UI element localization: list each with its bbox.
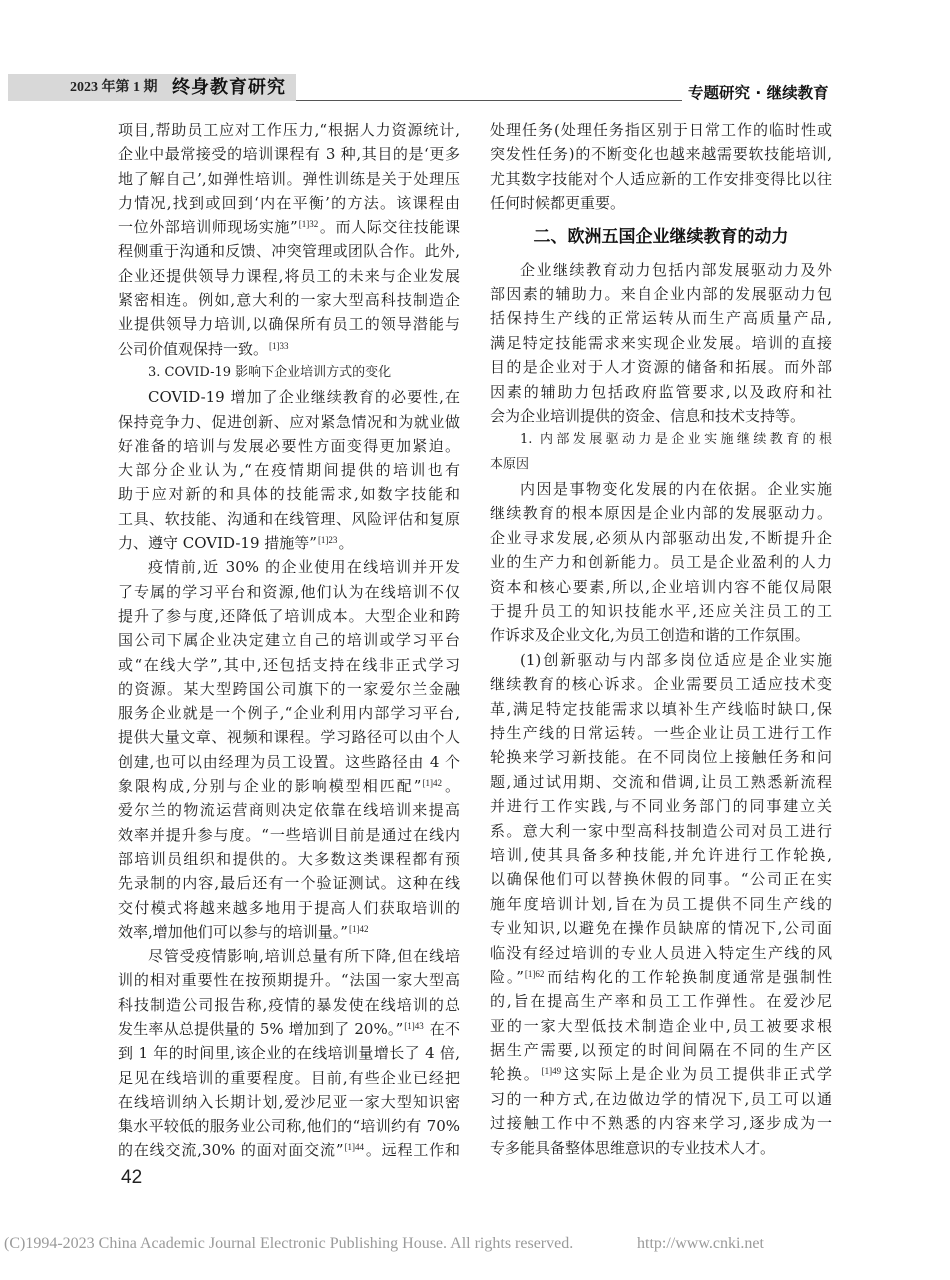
text-line xyxy=(490,989,832,1013)
text-run: 部因素的辅助力。来自企业内部的发展驱动力包 xyxy=(490,284,832,303)
citation-superscript: [1]32 xyxy=(298,219,319,230)
text-run: 尽管受疫情影响,培训总量有所下降,但在线培 xyxy=(148,947,460,966)
text-line xyxy=(118,968,460,992)
text-line xyxy=(118,1114,460,1138)
left-text-column xyxy=(118,118,460,1163)
text-line xyxy=(490,501,832,525)
text-run: 科技制造公司报告称,疫情的暴发使在线培训的总 xyxy=(118,995,460,1014)
text-line xyxy=(490,843,832,867)
text-run: 了专属的学习平台和资源,他们认为在线培训不仅 xyxy=(118,582,460,601)
text-line xyxy=(118,482,460,506)
text-line xyxy=(490,477,832,501)
text-run: 习的一种方式,在边做边学的情况下,员工可以通 xyxy=(490,1089,832,1108)
text-run: 的资源。某大型跨国公司旗下的一家爱尔兰金融 xyxy=(118,679,460,698)
text-run: 临没有经过培训的专业人员进入特定生产线的风 xyxy=(490,943,832,962)
text-line xyxy=(118,264,460,288)
section-label: 专题研究 · 继续教育 xyxy=(688,84,829,102)
text-run: 于提升员工的知识技能水平,还应关注员工的工 xyxy=(490,602,832,621)
text-run: 企业继续教育动力包括内部发展驱动力及外 xyxy=(520,260,832,279)
text-line xyxy=(118,628,460,652)
text-run: 培训,使其具备多种技能,并允许进行工作轮换, xyxy=(490,845,832,864)
text-line xyxy=(490,550,832,574)
text-run: 部培训员组织和提供的。大多数这类课程都有预 xyxy=(118,849,460,868)
right-text-column xyxy=(490,118,832,1160)
text-run: (1)创新驱动与内部多岗位适应是企业实施 xyxy=(520,650,832,669)
text-run: 效率,增加他们可以参与的培训量。” xyxy=(118,922,348,941)
text-line xyxy=(118,507,460,531)
text-line xyxy=(490,526,832,550)
journal-title-logo: 终身教育研究 xyxy=(172,77,286,98)
text-run: 满足特定技能需求来实现企业发展。培训的直接 xyxy=(490,333,832,352)
text-run: 过接触工作中不熟悉的内容来学习,逐步成为一 xyxy=(490,1114,832,1133)
text-run: 先录制的内容,最后还有一个验证测试。这种在线 xyxy=(118,874,460,893)
text-line xyxy=(490,819,832,843)
text-line xyxy=(118,1138,460,1162)
text-run: 3. COVID-19 影响下企业培训方式的变化 xyxy=(148,364,392,380)
text-line xyxy=(118,118,460,142)
citation-superscript: [1]44 xyxy=(344,1142,365,1153)
text-line xyxy=(490,404,832,428)
text-run: 亚的一家大型低技术制造企业中,员工被要求根 xyxy=(490,1016,832,1035)
text-line xyxy=(118,725,460,749)
text-line xyxy=(118,142,460,166)
text-run: 险。” xyxy=(490,967,524,986)
text-run: 专业知识,以避免在操作员缺席的情况下,公司面 xyxy=(490,919,832,938)
citation-superscript: [1]23 xyxy=(317,535,338,546)
text-line xyxy=(490,965,832,989)
footer-copyright: (C)1994-2023 China Academic Journal Electronic Publishing House. All rights reserved. xyxy=(4,1235,574,1252)
subsection-heading-line xyxy=(490,428,832,452)
text-run: 这实际上是企业为员工提供非正式学 xyxy=(562,1065,832,1084)
text-run: 。远程工作和 xyxy=(365,1141,460,1160)
text-line xyxy=(118,434,460,458)
text-line xyxy=(490,648,832,672)
text-line xyxy=(118,191,460,215)
footer-url: http://www.cnki.net xyxy=(637,1235,764,1252)
text-line xyxy=(490,282,832,306)
text-line xyxy=(490,623,832,647)
text-line xyxy=(490,892,832,916)
text-line xyxy=(490,1014,832,1038)
text-run: 业的生产力和创新能力。员工是企业盈利的人力 xyxy=(490,553,832,572)
text-line xyxy=(118,993,460,1017)
text-line xyxy=(118,458,460,482)
text-run: 程侧重于沟通和反馈、冲突管理或团队合作。此外, xyxy=(118,242,460,261)
text-run: 题,通过试用期、交流和借调,让员工熟悉新流程 xyxy=(490,772,832,791)
text-line xyxy=(118,920,460,944)
text-line xyxy=(490,1062,832,1086)
text-run: 企业寻求发展,必须从内部驱动出发,不断提升企 xyxy=(490,528,832,547)
text-line xyxy=(490,191,832,215)
text-line xyxy=(118,677,460,701)
text-line xyxy=(490,306,832,330)
text-run: 爱尔兰的物流运营商则决定依靠在线培训来提高 xyxy=(118,801,460,820)
text-line xyxy=(490,331,832,355)
text-line xyxy=(118,1041,460,1065)
text-run: 任何时候都更重要。 xyxy=(490,194,626,213)
text-run: 持生产线的日常运转。一些企业让员工进行工作 xyxy=(490,723,832,742)
text-line xyxy=(490,867,832,891)
text-run: 的,旨在提高生产率和员工工作弹性。在爱沙尼 xyxy=(490,992,832,1011)
text-run: 项目,帮助员工应对工作压力,“根据人力资源统计, xyxy=(118,121,460,139)
text-line xyxy=(490,142,832,166)
section-heading xyxy=(490,216,832,258)
text-run: 保持竞争力、促进创新、应对紧急情况和为就业做 xyxy=(118,412,460,431)
text-line xyxy=(490,1038,832,1062)
text-line xyxy=(490,1136,832,1160)
text-run: 革,满足特定技能需求以填补生产线临时缺口,保 xyxy=(490,699,832,718)
text-run: 集水平较低的服务业公司称,他们的“培训约有 70% xyxy=(118,1117,460,1136)
text-run: 力情况,找到或回到‘内在平衡’的方法。该课程由 xyxy=(118,193,460,212)
text-run: 轮换。 xyxy=(490,1065,541,1084)
text-run: 以确保他们可以替换休假的同事。“公司正在实 xyxy=(490,870,832,889)
text-run: 发生率从总提供量的 5% 增加到了 20%。” xyxy=(118,1019,404,1038)
text-line xyxy=(118,288,460,312)
text-run: 作诉求及企业文化,为员工创造和谐的工作氛围。 xyxy=(490,626,810,645)
text-run: 企业还提供领导力课程,将员工的未来与企业发展 xyxy=(118,266,460,285)
text-run: 据生产需要,以预定的时间间隔在不同的生产区 xyxy=(490,1041,832,1060)
text-run: 尤其数字技能对个人适应新的工作安排变得比以往 xyxy=(490,169,832,188)
text-line xyxy=(490,916,832,940)
text-line xyxy=(118,167,460,191)
text-line xyxy=(490,770,832,794)
text-line xyxy=(118,580,460,604)
text-run: 足见在线培训的重要程度。目前,有些企业已经把 xyxy=(118,1068,460,1087)
text-line xyxy=(490,167,832,191)
text-run: 紧密相连。例如,意大利的一家大型高科技制造企 xyxy=(118,291,460,310)
issue-label: 2023 年第 1 期 xyxy=(70,80,158,95)
citation-superscript: [1]43 xyxy=(404,1020,424,1031)
text-line xyxy=(490,697,832,721)
text-line xyxy=(118,944,460,968)
text-run: 本原因 xyxy=(490,456,530,472)
header-divider xyxy=(296,100,682,101)
text-line xyxy=(118,385,460,409)
text-run: 会为企业培训提供的资金、信息和技术支持等。 xyxy=(490,406,806,425)
text-line xyxy=(118,774,460,798)
text-line xyxy=(490,258,832,282)
text-line xyxy=(118,798,460,822)
text-run: 的在线交流,30% 的面对面交流” xyxy=(118,1141,344,1160)
text-line xyxy=(118,871,460,895)
citation-superscript: [1]33 xyxy=(269,340,289,351)
text-line xyxy=(118,1017,460,1041)
text-run: 提供大量文章、视频和课程。学习路径可以由个人 xyxy=(118,728,460,747)
text-run: 提升了参与度,还降低了培训成本。大型企业和跨 xyxy=(118,606,460,625)
text-run: 企业中最常接受的培训课程有 3 种,其目的是‘更多 xyxy=(118,145,460,164)
text-line xyxy=(118,337,460,361)
text-line xyxy=(490,672,832,696)
text-run: 而结构化的工作轮换制度通常是强制性 xyxy=(545,967,832,986)
text-run: 目的是企业对于人才资源的储备和拓展。而外部 xyxy=(490,358,832,377)
text-run: 力、遵守 COVID-19 措施等” xyxy=(118,534,317,553)
text-line xyxy=(118,701,460,725)
text-run: 轮换来学习新技能。在不同岗位上接触任务和问 xyxy=(490,748,832,767)
text-line xyxy=(118,896,460,920)
text-run: 公司价值观保持一致。 xyxy=(118,339,269,358)
text-line xyxy=(118,847,460,871)
text-run: 交付模式将越来越多地用于提高人们获取培训的 xyxy=(118,898,460,917)
text-line xyxy=(490,380,832,404)
text-run: 疫情前,近 30% 的企业使用在线培训并开发 xyxy=(148,558,460,577)
text-run: 在线培训纳入长期计划,爱沙尼亚一家大型知识密 xyxy=(118,1092,460,1111)
text-run: 资本和核心要素,所以,企业培训内容不能仅局限 xyxy=(490,577,832,596)
text-run: 专多能具备整体思维意识的专业技术人才。 xyxy=(490,1138,776,1157)
text-line xyxy=(118,750,460,774)
text-run: 突发性任务)的不断变化也越来越需要软技能培训, xyxy=(490,145,832,164)
citation-superscript: [1]62 xyxy=(524,968,545,979)
text-run: 。 xyxy=(442,777,460,796)
page-number: 42 xyxy=(121,1167,143,1188)
text-run: 象限构成,分别与企业的影响模型相匹配” xyxy=(118,777,422,796)
text-run: 系。意大利一家中型高科技制造公司对员工进行 xyxy=(490,821,832,840)
text-run: COVID-19 增加了企业继续教育的必要性,在 xyxy=(148,388,460,407)
text-run: 助于应对新的和具体的技能需求,如数字技能和 xyxy=(118,485,460,504)
text-run: 在不 xyxy=(424,1019,460,1038)
text-line xyxy=(118,410,460,434)
text-line xyxy=(118,653,460,677)
text-line xyxy=(490,118,832,142)
text-line xyxy=(118,823,460,847)
text-run: 因素的辅助力包括政府监管要求,以及政府和社 xyxy=(490,382,832,401)
text-line xyxy=(490,941,832,965)
text-line xyxy=(490,794,832,818)
text-run: 施年度培训计划,旨在为员工提供不同生产线的 xyxy=(490,894,832,913)
text-run: 二、欧洲五国企业继续教育的动力 xyxy=(533,226,789,247)
text-line xyxy=(490,599,832,623)
text-line xyxy=(118,531,460,555)
text-run: 继续教育的核心诉求。企业需要员工适应技术变 xyxy=(490,675,832,694)
text-line xyxy=(118,215,460,239)
text-run: 服务企业就是一个例子,“企业利用内部学习平台, xyxy=(118,704,460,723)
text-run: 。而人际交往技能课 xyxy=(319,218,460,237)
text-run: 大部分企业认为,“在疫情期间提供的培训也有 xyxy=(118,461,460,480)
text-run: 处理任务(处理任务指区别于日常工作的临时性或 xyxy=(490,121,832,139)
text-line xyxy=(490,355,832,379)
text-run: 。 xyxy=(338,534,354,553)
text-run: 并进行工作实践,与不同业务部门的同事建立关 xyxy=(490,797,832,816)
text-run: 到 1 年的时间里,该企业的在线培训量增长了 4 倍, xyxy=(118,1044,460,1063)
text-run: 括保持生产线的正常运转从而生产高质量产品, xyxy=(490,309,832,328)
text-run: 效率并提升参与度。“一些培训目前是通过在线内 xyxy=(118,825,460,844)
text-run: 训的相对重要性在按预期提升。“法国一家大型高 xyxy=(118,971,460,990)
text-run: 继续教育的根本原因是企业内部的发展驱动力。 xyxy=(490,504,832,523)
citation-superscript: [1]49 xyxy=(541,1066,562,1077)
text-run: 业提供领导力培训,以确保所有员工的领导潜能与 xyxy=(118,315,460,334)
text-line xyxy=(118,1066,460,1090)
text-run: 地了解自己’,如弹性培训。弹性训练是关于处理压 xyxy=(118,169,460,188)
text-line xyxy=(118,604,460,628)
text-line xyxy=(490,575,832,599)
subsection-heading-line xyxy=(490,453,832,477)
citation-superscript: [1]42 xyxy=(348,923,369,934)
text-line xyxy=(118,1090,460,1114)
text-run: 内因是事物变化发展的内在依据。企业实施 xyxy=(520,480,832,499)
text-line xyxy=(118,555,460,579)
subsection-heading-line xyxy=(118,361,460,385)
text-run: 国公司下属企业决定建立自己的培训或学习平台 xyxy=(118,631,460,650)
text-run: 一位外部培训师现场实施” xyxy=(118,218,298,237)
text-line xyxy=(490,721,832,745)
text-line xyxy=(490,1087,832,1111)
text-run: 或“在线大学”,其中,还包括支持在线非正式学习 xyxy=(118,655,460,674)
text-run: 好准备的培训与发展必要性方面变得更加紧迫。 xyxy=(118,436,460,455)
text-line xyxy=(118,239,460,263)
text-run: 创建,也可以由经理为员工设置。这些路径由 4 个 xyxy=(118,752,460,771)
text-line xyxy=(490,1111,832,1135)
text-run: 工具、软技能、沟通和在线管理、风险评估和复原 xyxy=(118,509,460,528)
citation-superscript: [1]42 xyxy=(422,778,442,789)
text-run: 1. 内部发展驱动力是企业实施继续教育的根 xyxy=(520,432,832,448)
text-line xyxy=(490,745,832,769)
text-line xyxy=(118,312,460,336)
